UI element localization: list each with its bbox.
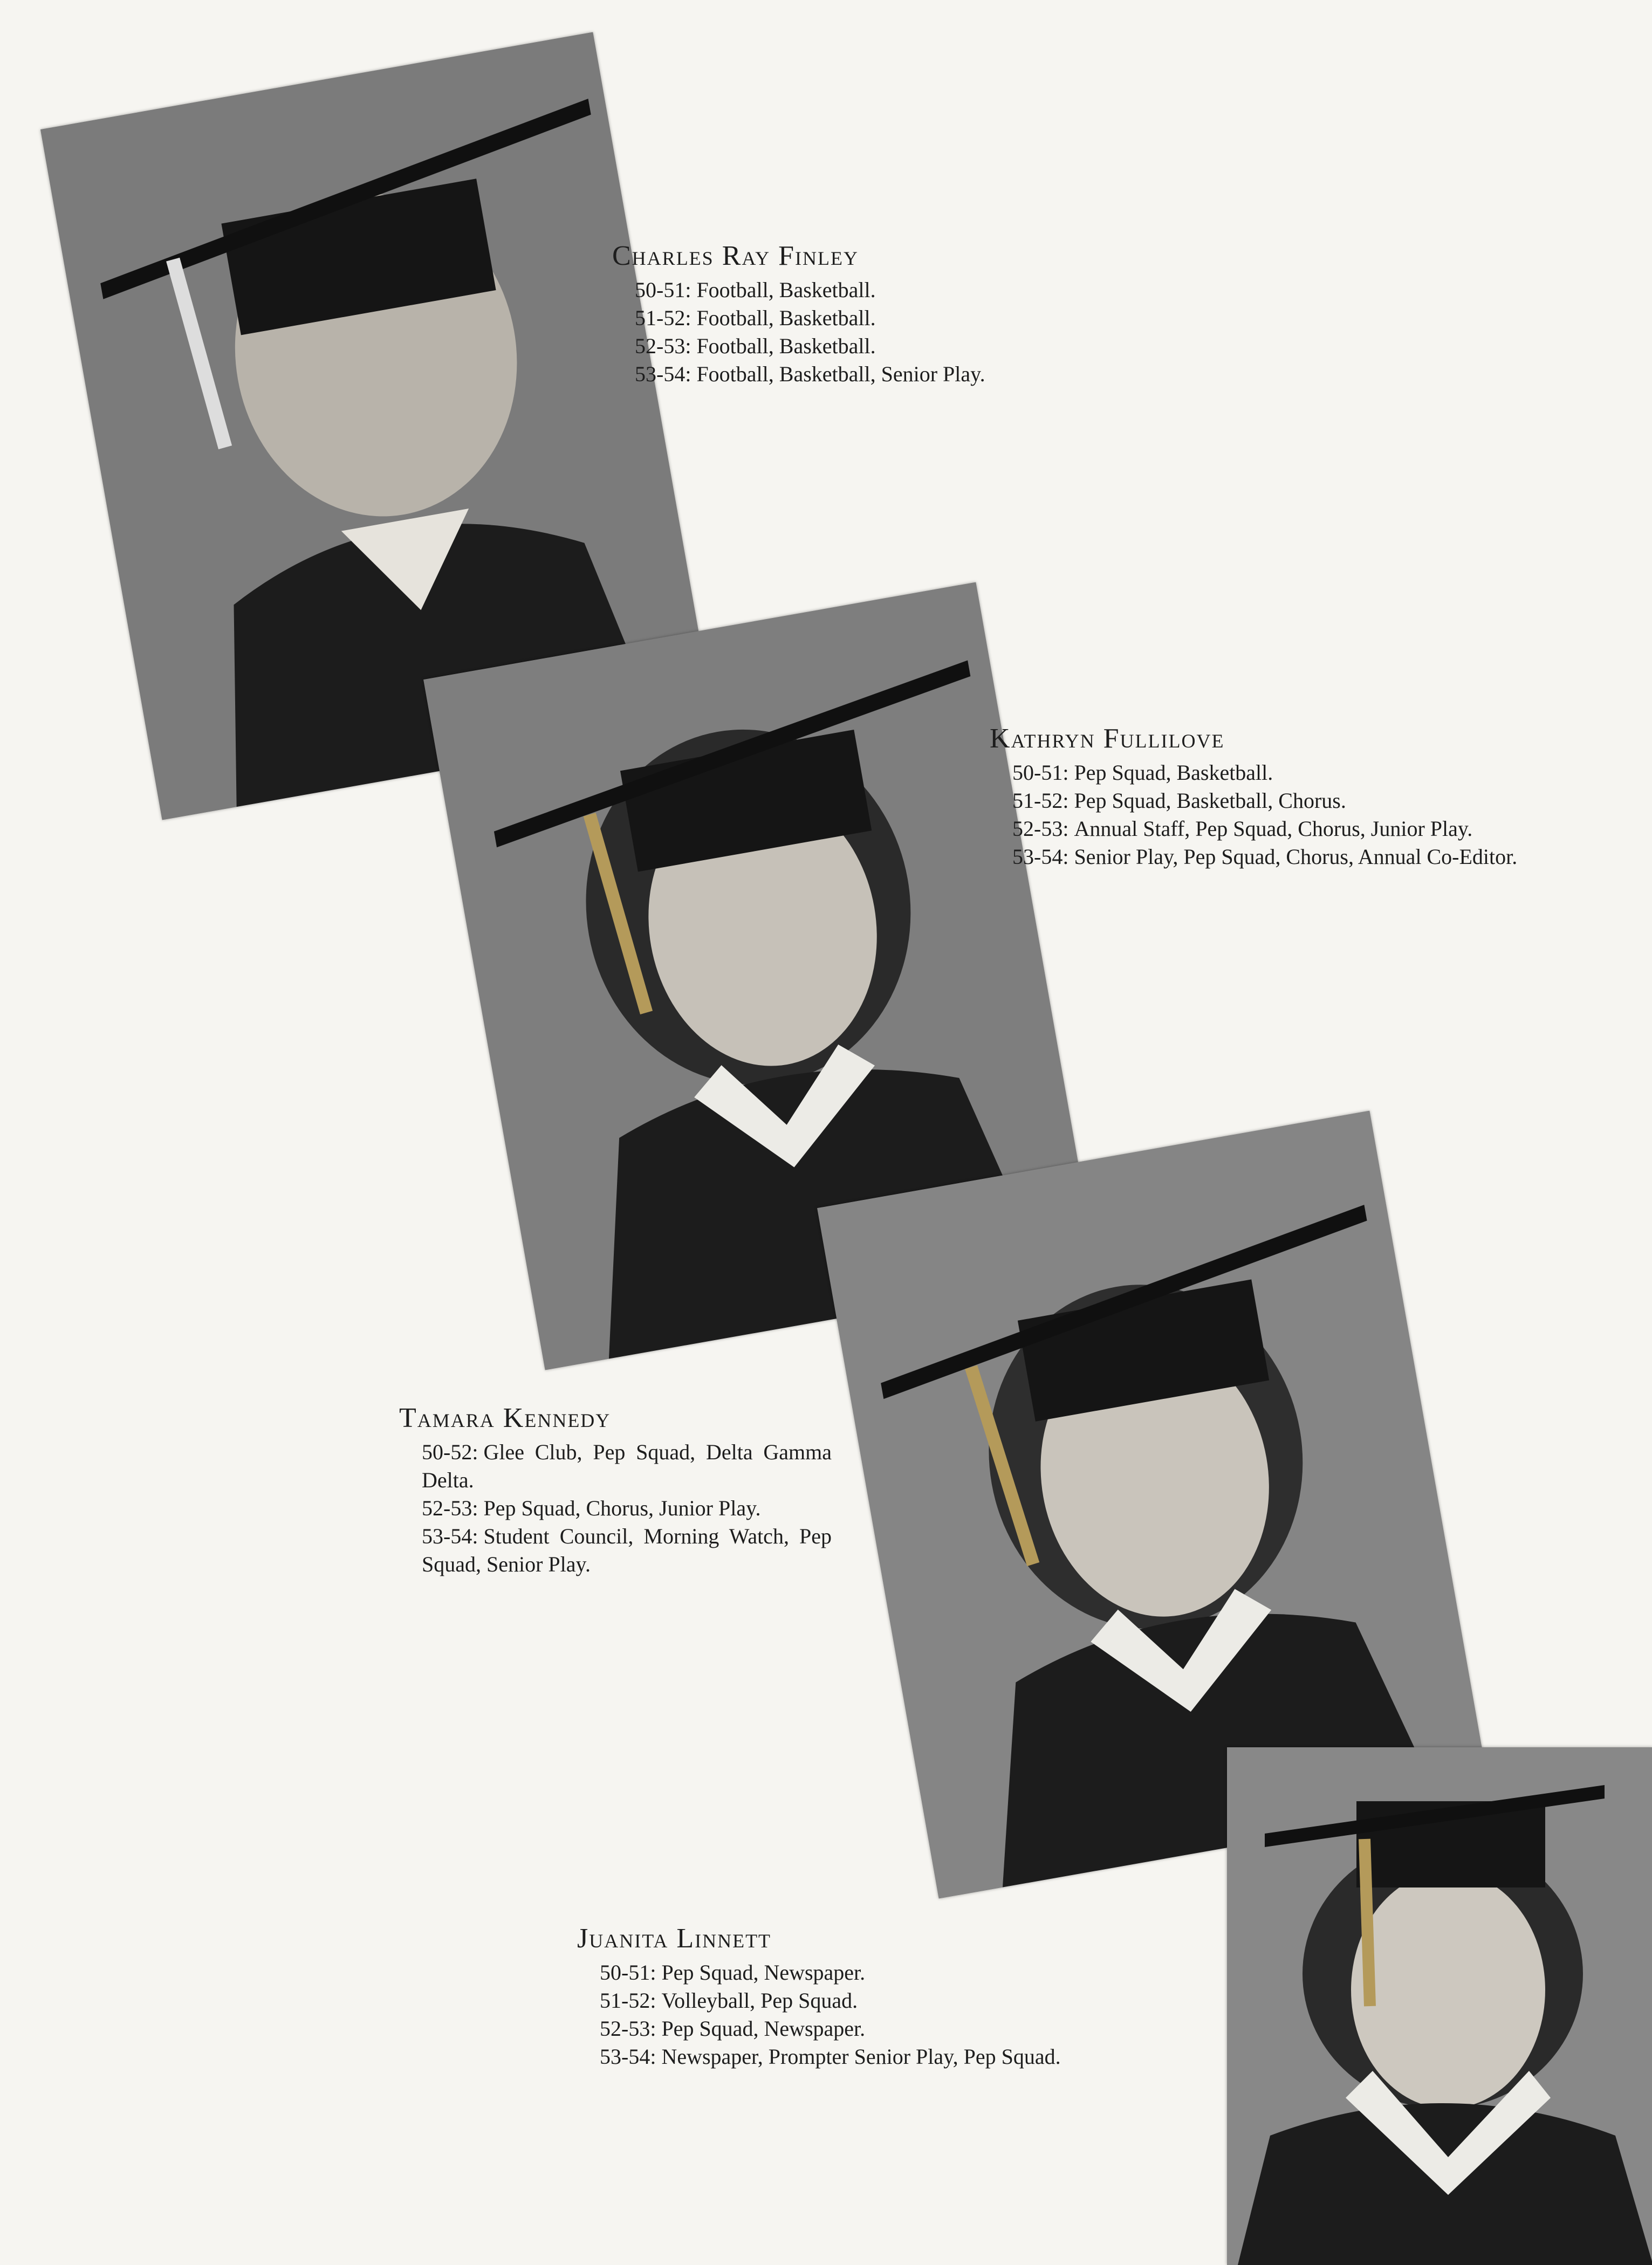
activity-line: [635, 332, 985, 360]
activity-year: 52-53:: [1012, 816, 1069, 841]
activity-line: [600, 1987, 1061, 2015]
activity-list: [600, 1959, 1061, 2071]
student-name: Charles Ray Finley: [612, 241, 859, 271]
activity-line: [600, 2043, 1061, 2071]
student-name: Tamara Kennedy: [399, 1403, 611, 1433]
activity-year: 51-52:: [1012, 788, 1069, 813]
student-entry: [612, 240, 985, 388]
activity-text: Annual Staff, Pep Squad, Chorus, Junior Play.: [1074, 816, 1473, 841]
student-entry: [399, 1402, 832, 1578]
activity-line: [1012, 843, 1584, 871]
activity-line: [422, 1522, 832, 1578]
activity-list: [635, 276, 985, 388]
activity-year: 53-54:: [635, 362, 691, 386]
activity-text: Pep Squad, Chorus, Junior Play.: [483, 1496, 761, 1520]
activity-line: [635, 276, 985, 304]
activity-year: 53-54:: [1012, 845, 1069, 869]
activity-text: Football, Basketball.: [696, 306, 876, 330]
activity-year: 51-52:: [600, 1988, 656, 2013]
activity-line: [600, 1959, 1061, 1987]
activity-year: 51-52:: [635, 306, 691, 330]
activity-text: Glee Club, Pep Squad, Delta Gamma Delta.: [422, 1440, 832, 1492]
activity-year: 52-53:: [600, 2016, 656, 2041]
activity-line: [635, 360, 985, 388]
activity-text: Football, Basketball.: [696, 278, 876, 302]
activity-year: 53-54:: [422, 1524, 478, 1548]
activity-year: 50-51:: [600, 1960, 656, 1985]
activity-text: Pep Squad, Newspaper.: [661, 2016, 866, 2041]
activity-line: [422, 1438, 832, 1494]
activity-line: [1012, 815, 1584, 843]
student-name: Juanita Linnett: [577, 1923, 772, 1954]
activity-text: Pep Squad, Basketball.: [1074, 760, 1273, 785]
student-name: Kathryn Fullilove: [990, 723, 1225, 754]
activity-list: [1012, 759, 1584, 871]
activity-text: Pep Squad, Newspaper.: [661, 1960, 866, 1985]
activity-line: [635, 304, 985, 332]
portrait-photo-juanita-linnett: [1227, 1747, 1652, 2265]
activity-line: [600, 2015, 1061, 2043]
activity-line: [422, 1494, 832, 1522]
activity-year: 50-52:: [422, 1440, 478, 1464]
activity-line: [1012, 787, 1584, 815]
student-entry: [577, 1923, 1061, 2071]
activity-list: [422, 1438, 832, 1578]
activity-text: Newspaper, Prompter Senior Play, Pep Squad.: [661, 2044, 1061, 2069]
activity-text: Pep Squad, Basketball, Chorus.: [1074, 788, 1346, 813]
activity-year: 50-51:: [1012, 760, 1069, 785]
activity-text: Senior Play, Pep Squad, Chorus, Annual Co-Editor.: [1074, 845, 1518, 869]
activity-year: 52-53:: [635, 334, 691, 358]
activity-text: Volleyball, Pep Squad.: [661, 1988, 858, 2013]
activity-text: Football, Basketball, Senior Play.: [696, 362, 985, 386]
activity-year: 50-51:: [635, 278, 691, 302]
activity-line: [1012, 759, 1584, 787]
activity-text: Football, Basketball.: [696, 334, 876, 358]
activity-year: 52-53:: [422, 1496, 478, 1520]
student-entry: [990, 723, 1584, 871]
activity-year: 53-54:: [600, 2044, 656, 2069]
activity-text: Student Council, Morning Watch, Pep Squad, Senior Play.: [422, 1524, 832, 1576]
